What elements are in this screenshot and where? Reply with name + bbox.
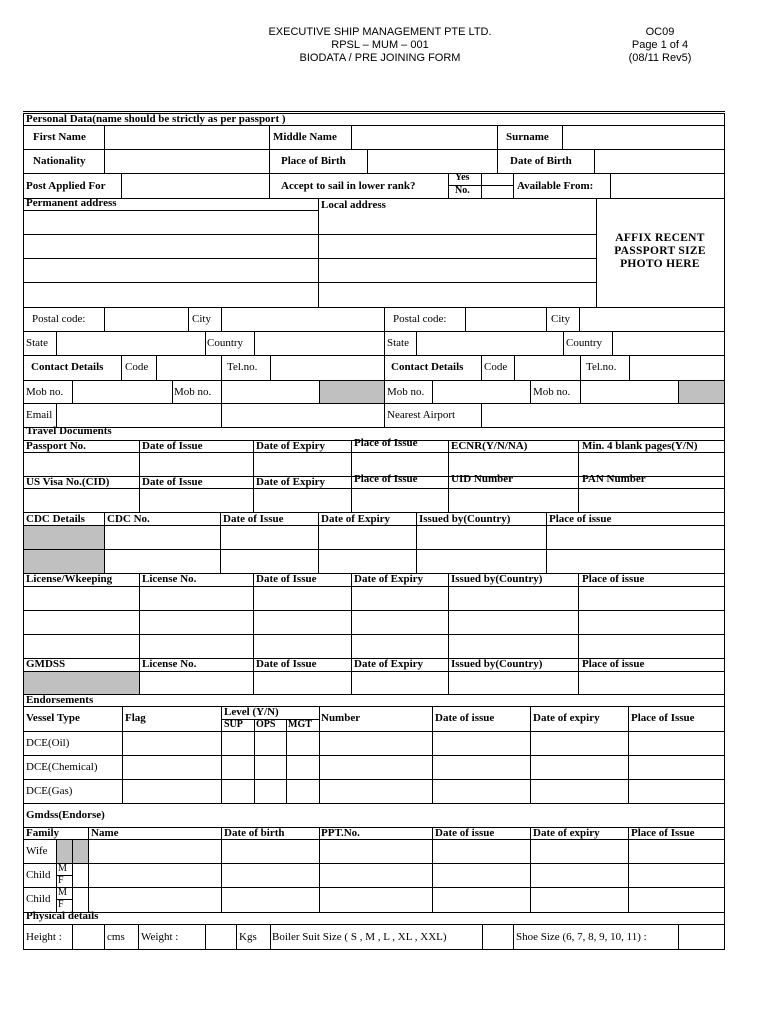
label-date-of-expiry: Date of Expiry — [256, 476, 326, 488]
label-wife: Wife — [26, 845, 48, 857]
label-nationality: Nationality — [33, 155, 86, 167]
label-available-from: Available From: — [517, 180, 594, 192]
label-cdc-no: CDC No. — [107, 513, 150, 525]
form-title: BIODATA / PRE JOINING FORM — [299, 52, 461, 64]
label-family: Family — [26, 827, 59, 839]
label-accept-lower-rank: Accept to sail in lower rank? — [281, 180, 416, 192]
label-country: Country — [207, 337, 244, 349]
label-date-of-expiry: Date of Expiry — [256, 440, 326, 452]
label-date-of-expiry: Date of Expiry — [321, 513, 391, 525]
label-place-of-issue: Place of issue — [549, 513, 612, 525]
label-surname: Surname — [506, 131, 549, 143]
label-mob-no: Mob no. — [533, 386, 571, 398]
label-name: Name — [91, 827, 119, 839]
label-cdc-details: CDC Details — [26, 513, 85, 525]
label-date-of-expiry: Date of expiry — [533, 827, 600, 839]
label-weight: Weight : — [141, 931, 179, 943]
label-place-of-issue: Place of Issue — [354, 473, 418, 485]
label-date-of-issue: Date of Issue — [142, 476, 203, 488]
label-issued-by: Issued by(Country) — [419, 513, 511, 525]
label-yes: Yes — [455, 172, 470, 183]
label-child: Child — [26, 869, 51, 881]
label-shoe-size: Shoe Size (6, 7, 8, 9, 10, 11) : — [516, 931, 647, 943]
label-code: Code — [484, 361, 508, 373]
label-passport-no: Passport No. — [26, 440, 86, 452]
label-sup: SUP — [224, 719, 243, 730]
label-city: City — [192, 313, 211, 325]
section-personal-data: Personal Data(name should be strictly as per passport ) — [26, 113, 286, 125]
form-code: OC09 — [645, 26, 675, 38]
label-female: F — [58, 875, 64, 886]
label-place-of-issue: Place of Issue — [354, 437, 418, 449]
label-date-of-issue: Date of Issue — [142, 440, 203, 452]
section-travel-documents: Travel Documents — [26, 425, 112, 437]
label-uid-number: UID Number — [451, 473, 514, 485]
label-license-no: License No. — [142, 658, 197, 670]
label-place-of-birth: Place of Birth — [281, 155, 346, 167]
label-blank-pages: Min. 4 blank pages(Y/N) — [582, 440, 698, 452]
section-physical-details: Physical details — [26, 910, 99, 922]
label-no: No. — [455, 185, 470, 196]
label-mob-no: Mob no. — [174, 386, 212, 398]
label-date-of-expiry: Date of Expiry — [354, 658, 424, 670]
label-issued-by: Issued by(Country) — [451, 573, 543, 585]
label-date-of-issue: Date of Issue — [256, 573, 317, 585]
label-date-of-issue: Date of Issue — [223, 513, 284, 525]
label-contact-details: Contact Details — [31, 361, 104, 373]
label-dce-chemical: DCE(Chemical) — [26, 761, 98, 773]
label-flag: Flag — [125, 712, 146, 724]
label-mob-no: Mob no. — [387, 386, 425, 398]
label-cms: cms — [107, 931, 125, 943]
label-license-wkeeping: License/Wkeeping — [26, 573, 113, 585]
label-state: State — [26, 337, 48, 349]
label-date-of-issue: Date of issue — [435, 827, 495, 839]
label-vessel-type: Vessel Type — [26, 712, 80, 724]
form-reference: RPSL – MUM – 001 — [331, 39, 429, 51]
label-email: Email — [26, 409, 53, 421]
label-female: F — [58, 899, 64, 910]
company-name: EXECUTIVE SHIP MANAGEMENT PTE LTD. — [268, 26, 492, 38]
label-gmdss: GMDSS — [26, 658, 66, 670]
label-child: Child — [26, 893, 51, 905]
label-permanent-address: Permanent address — [26, 197, 117, 209]
section-endorsements: Endorsements — [26, 694, 94, 706]
label-date-of-issue: Date of issue — [435, 712, 495, 724]
label-date-of-expiry: Date of expiry — [533, 712, 600, 724]
label-boiler-suit: Boiler Suit Size ( S , M , L , XL , XXL) — [272, 931, 447, 943]
label-nearest-airport: Nearest Airport — [387, 409, 456, 421]
label-date-of-expiry: Date of Expiry — [354, 573, 424, 585]
label-country: Country — [566, 337, 603, 349]
label-number: Number — [321, 712, 361, 724]
label-postal-code: Postal code: — [393, 313, 447, 325]
label-level: Level (Y/N) — [224, 706, 279, 718]
label-first-name: First Name — [33, 131, 86, 143]
label-gmdss-endorse: Gmdss(Endorse) — [26, 809, 105, 821]
label-mgt: MGT — [288, 719, 312, 730]
label-middle-name: Middle Name — [273, 131, 337, 143]
page-number: Page 1 of 4 — [631, 39, 689, 51]
label-date-of-issue: Date of Issue — [256, 658, 317, 670]
label-tel-no: Tel.no. — [227, 361, 258, 373]
label-license-no: License No. — [142, 573, 197, 585]
label-code: Code — [125, 361, 149, 373]
label-city: City — [551, 313, 570, 325]
label-place-of-issue: Place of issue — [582, 573, 645, 585]
label-male: M — [58, 863, 67, 874]
label-date-of-birth: Date of Birth — [510, 155, 572, 167]
label-contact-details: Contact Details — [391, 361, 464, 373]
label-place-of-issue: Place of issue — [582, 658, 645, 670]
label-dce-oil: DCE(Oil) — [26, 737, 70, 749]
label-ppt-no: PPT.No. — [321, 827, 360, 839]
label-height: Height : — [26, 931, 62, 943]
label-local-address: Local address — [321, 199, 386, 211]
label-state: State — [387, 337, 409, 349]
label-pan-number: PAN Number — [582, 473, 646, 485]
photo-placeholder: AFFIX RECENT PASSPORT SIZE PHOTO HERE — [614, 232, 706, 270]
label-postal-code: Postal code: — [32, 313, 86, 325]
label-tel-no: Tel.no. — [586, 361, 617, 373]
label-ops: OPS — [256, 719, 276, 730]
label-us-visa: US Visa No.(CID) — [26, 476, 110, 488]
label-place-of-issue: Place of Issue — [631, 712, 695, 724]
label-date-of-birth: Date of birth — [224, 827, 285, 839]
label-kgs: Kgs — [239, 931, 257, 943]
label-place-of-issue: Place of Issue — [631, 827, 695, 839]
label-male: M — [58, 887, 67, 898]
label-mob-no: Mob no. — [26, 386, 64, 398]
label-dce-gas: DCE(Gas) — [26, 785, 73, 797]
label-ecnr: ECNR(Y/N/NA) — [451, 440, 528, 452]
label-post-applied: Post Applied For — [26, 180, 106, 192]
form-revision: (08/11 Rev5) — [628, 52, 692, 64]
label-issued-by: Issued by(Country) — [451, 658, 543, 670]
